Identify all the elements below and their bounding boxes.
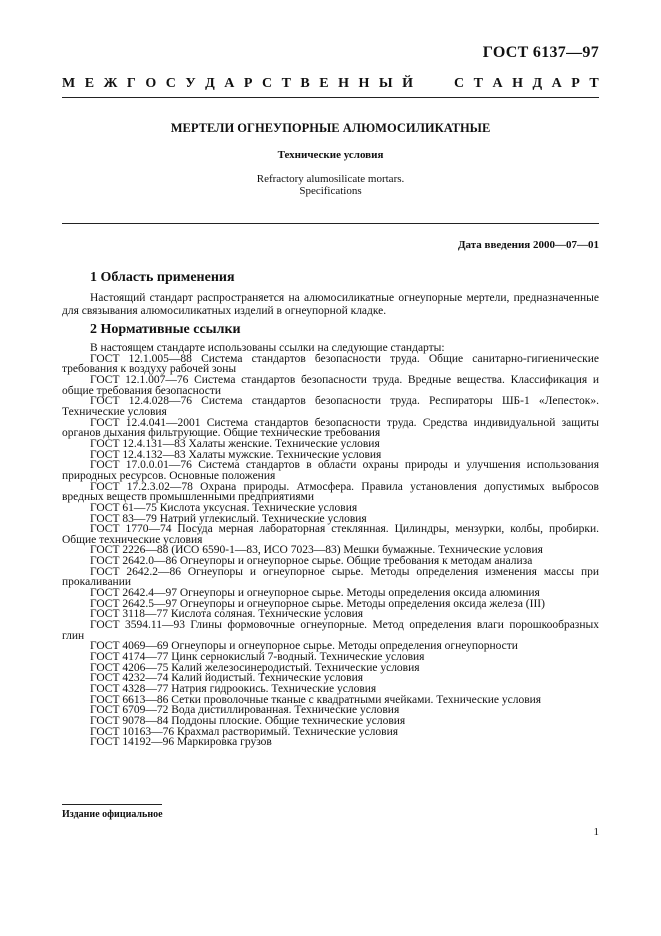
banner-letter: Н bbox=[338, 76, 349, 91]
title-divider bbox=[62, 223, 599, 224]
banner-letter: Й bbox=[402, 76, 414, 91]
banner-letter: О bbox=[145, 76, 157, 91]
reference-item: ГОСТ 12.4.132—83 Халаты мужские. Технические условия bbox=[90, 448, 382, 461]
document-code: ГОСТ 6137—97 bbox=[482, 44, 599, 61]
reference-item: ГОСТ 4174—77 Цинк сернокислый 7-водный. Технические условия bbox=[90, 651, 425, 664]
page-number: 1 bbox=[593, 826, 599, 838]
reference-item: ГОСТ 4328—77 Натрия гидроокись. Технические условия bbox=[90, 683, 377, 695]
document-subtitle: Технические условия bbox=[277, 149, 384, 161]
reference-item: ГОСТ 4069—69 Огнеупоры и огнеупорное сырье. Методы определения огнеупорности bbox=[90, 640, 518, 653]
effective-date: Дата введения 2000—07—01 bbox=[457, 239, 599, 251]
banner-letter: Р bbox=[243, 76, 253, 91]
section-1-heading: 1 Область применения bbox=[90, 270, 235, 285]
reference-item: ГОСТ 10163—76 Крахмал растворимый. Технические условия bbox=[90, 725, 399, 738]
reference-item: ГОСТ 6709—72 Вода дистиллированная. Технические условия bbox=[90, 704, 400, 717]
banner-letter: Е bbox=[319, 76, 329, 91]
reference-item: ГОСТ 12.1.005—88 Система стандартов безопасности труда. Общие санитарно-гигиенические требования к воздуху рабочей зоны bbox=[62, 352, 599, 376]
reference-item: ГОСТ 2642.2—86 Огнеупоры и огнеупорное сырье. Методы определения изменения массы при прокаливании bbox=[62, 565, 599, 589]
reference-item: ГОСТ 2642.4—97 Огнеупоры и огнеупорное сырье. Методы определения оксида алюминия bbox=[90, 587, 540, 600]
banner-letter: А bbox=[492, 76, 503, 91]
banner-letter: А bbox=[551, 76, 562, 91]
section-1-text: Настоящий стандарт распространяется на алюмосиликатные огнеупорные мертели, предназначенные для связывания алюмосиликатных изделий в огнеупорной кладке. bbox=[62, 292, 599, 317]
banner-letter: Е bbox=[84, 76, 95, 91]
banner-letter: В bbox=[300, 76, 310, 91]
banner-letter: С bbox=[165, 76, 176, 91]
reference-item: ГОСТ 4232—74 Калий йодистый. Технические условия bbox=[90, 672, 364, 685]
section-1-body bbox=[62, 292, 599, 317]
reference-item: ГОСТ 4206—75 Калий железосинеродистый. Технические условия bbox=[90, 661, 420, 674]
banner-letter: М bbox=[62, 76, 76, 91]
banner-letter: А bbox=[224, 76, 235, 91]
reference-item: ГОСТ 6613—86 Сетки проволочные тканые с квадратными ячейками. Технические условия bbox=[90, 693, 542, 706]
banner-letter: Т bbox=[473, 76, 483, 91]
reference-item: ГОСТ 12.4.131—83 Халаты женские. Технические условия bbox=[90, 437, 380, 450]
english-title-line-2: Specifications bbox=[299, 185, 362, 197]
banner-letter: Г bbox=[126, 76, 136, 91]
banner-letter: Д bbox=[205, 76, 215, 91]
english-title bbox=[62, 173, 599, 197]
reference-item: ГОСТ 2642.5—97 Огнеупоры и огнеупорное сырье. Методы определения оксида железа (III) bbox=[90, 597, 545, 610]
reference-item: ГОСТ 12.4.041—2001 Система стандартов безопасности труда. Средства индивидуальной защиты органов дыхания фильтрующие. Общие технические требования bbox=[62, 416, 599, 440]
reference-item: ГОСТ 1770—74 Посуда мерная лабораторная стеклянная. Цилиндры, мензурки, колбы, пробирки. Общие технические условия bbox=[62, 523, 599, 546]
banner-letter: Т bbox=[281, 76, 291, 91]
english-title-line-1: Refractory alumosilicate mortars. bbox=[256, 173, 405, 185]
document-title: МЕРТЕЛИ ОГНЕУПОРНЫЕ АЛЮМОСИЛИКАТНЫЕ bbox=[170, 121, 491, 135]
banner-letter: Н bbox=[358, 76, 370, 91]
references-list bbox=[62, 343, 599, 748]
reference-item: ГОСТ 12.4.028—76 Система стандартов безопасности труда. Респираторы ШБ-1 «Лепесток». Технические условия bbox=[62, 395, 599, 418]
official-edition-note: Издание официальное bbox=[62, 809, 163, 820]
interstate-standard-banner bbox=[62, 76, 599, 92]
footer-divider bbox=[62, 804, 162, 805]
references-intro: В настоящем стандарте использованы ссылки на следующие стандарты: bbox=[90, 342, 445, 354]
reference-item: ГОСТ 83—79 Натрий углекислый. Технические условия bbox=[90, 512, 367, 525]
banner-letter: С bbox=[261, 76, 273, 91]
section-2-heading: 2 Нормативные ссылки bbox=[90, 322, 241, 337]
reference-item: ГОСТ 17.2.3.02—78 Охрана природы. Атмосфера. Правила установления допустимых выбросов вредных веществ промышленными предприятиями bbox=[62, 480, 599, 504]
banner-letter: Н bbox=[512, 76, 524, 91]
reference-item: ГОСТ 61—75 Кислота уксусная. Технические условия bbox=[90, 501, 358, 514]
reference-item: ГОСТ 14192—96 Маркировка грузов bbox=[90, 736, 272, 749]
banner-letter: Д bbox=[532, 76, 543, 91]
reference-item: ГОСТ 9078—84 Поддоны плоские. Общие технические условия bbox=[90, 714, 406, 727]
reference-item: ГОСТ 3594.11—93 Глины формовочные огнеупорные. Метод определения влаги порошкообразных глин bbox=[62, 619, 599, 642]
reference-item: ГОСТ 17.0.0.01—76 Система стандартов в области охраны природы и улучшения использования природных ресурсов. Основные положения bbox=[62, 459, 599, 482]
banner-letter: У bbox=[185, 76, 196, 91]
reference-item: ГОСТ 3118—77 Кислота соляная. Технические условия bbox=[90, 608, 364, 621]
top-divider bbox=[62, 97, 599, 98]
reference-item: ГОСТ 12.1.007—76 Система стандартов безопасности труда. Вредные вещества. Классификация и общие требования безопасности bbox=[62, 373, 599, 397]
banner-letter: Ж bbox=[103, 76, 118, 91]
reference-item: ГОСТ 2226—88 (ИСО 6590-1—83, ИСО 7023—83) Мешки бумажные. Технические условия bbox=[90, 544, 543, 557]
reference-item: ГОСТ 2642.0—86 Огнеупоры и огнеупорное сырье. Общие требования к методам анализа bbox=[90, 555, 533, 568]
banner-letter: Р bbox=[571, 76, 580, 91]
banner-letter: С bbox=[454, 76, 465, 91]
banner-word-gap bbox=[423, 76, 445, 92]
banner-letter: Т bbox=[589, 76, 599, 91]
banner-letter: Ы bbox=[378, 76, 393, 91]
